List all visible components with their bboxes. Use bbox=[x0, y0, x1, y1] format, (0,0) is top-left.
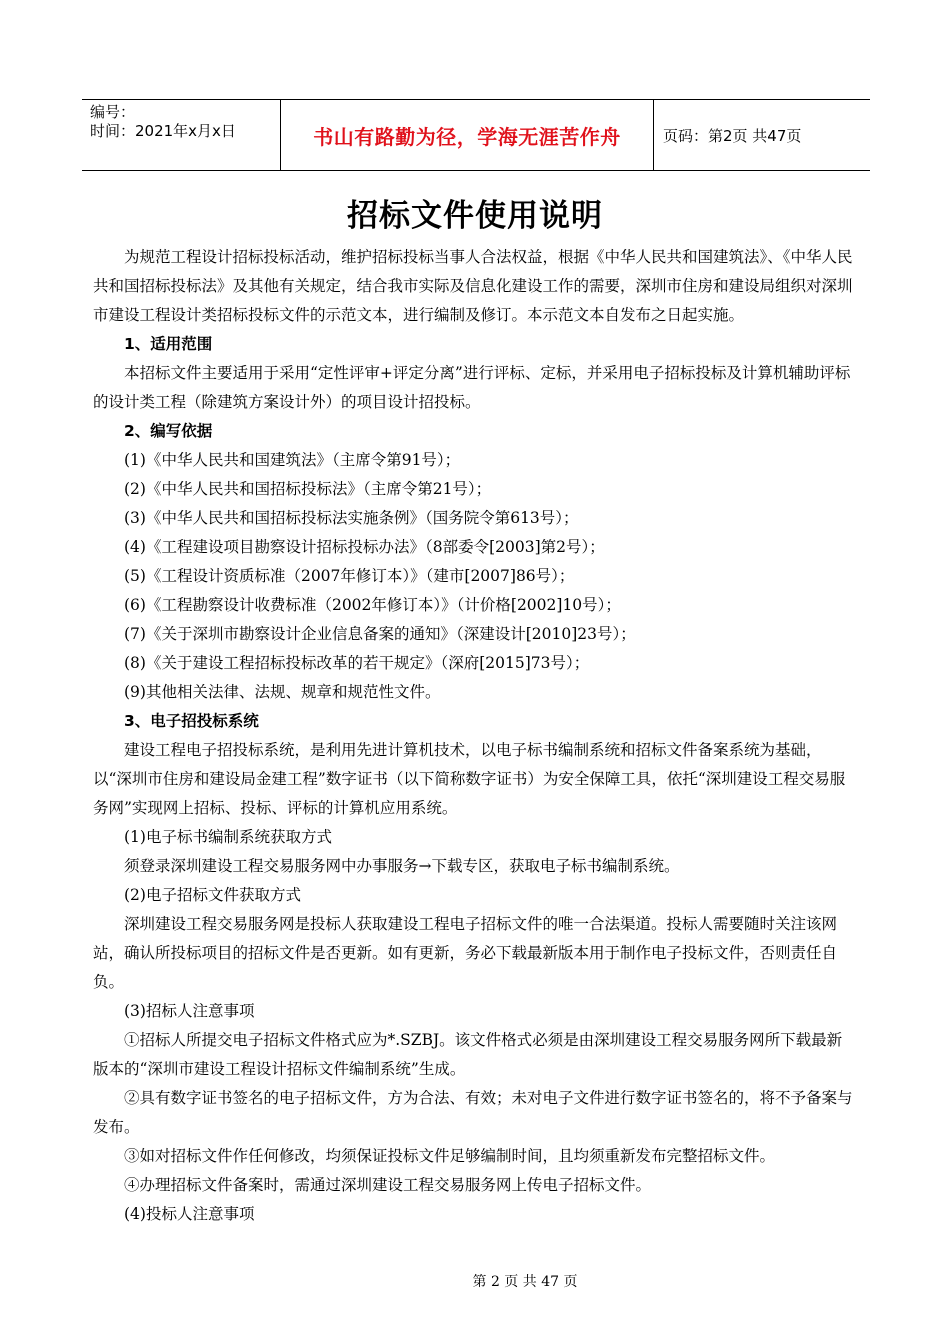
section-3-heading: 3、电子招投标系统 bbox=[124, 712, 259, 730]
section-2-heading: 2、编写依据 bbox=[124, 422, 213, 440]
intro-paragraph: 为规范工程设计招标投标活动，维护招标投标当事人合法权益，根据《中华人民共和国建筑法》、《中华人民共和国招标投标法》及其他有关规定，结合我市实际及信息化建设工作的需要，深圳市住房和建设局组织对深圳市建设工程设计类招标投标文件的示范文本，进行编制及修订。本示范文本自发布之日起实施。 bbox=[93, 248, 853, 324]
list-item: ①招标人所提交电子招标文件格式应为*.SZBJ。该文件格式必须是由深圳建设工程交易服务网所下载最新版本的“深圳市建设工程设计招标文件编制系统”生成。 bbox=[93, 1031, 843, 1078]
list-item: (3)《中华人民共和国招标投标法实施条例》（国务院令第613号）； bbox=[124, 509, 579, 527]
subsection-3-heading: (3)招标人注意事项 bbox=[124, 1002, 255, 1020]
list-item: ④办理招标文件备案时，需通过深圳建设工程交易服务网上传电子招标文件。 bbox=[124, 1176, 652, 1194]
header-motto: 书山有路勤为径，学海无涯苦作舟 bbox=[281, 100, 654, 170]
list-item: (2)《中华人民共和国招标投标法》（主席令第21号）； bbox=[124, 480, 492, 498]
list-item: ③如对招标文件作任何修改，均须保证投标文件足够编制时间，且均须重新发布完整招标文件。 bbox=[124, 1147, 776, 1165]
list-item: (7)《关于深圳市勘察设计企业信息备案的通知》（深建设计[2010]23号）； bbox=[124, 625, 636, 643]
list-item: (6)《工程勘察设计收费标准（2002年修订本）》（计价格[2002]10号）； bbox=[124, 596, 621, 614]
list-item: (4)《工程建设项目勘察设计招标投标办法》（8部委令[2003]第2号）； bbox=[124, 538, 605, 556]
page-footer: 第 2 页 共 47 页 bbox=[472, 1274, 578, 1290]
subsection-2-heading: (2)电子招标文件获取方式 bbox=[124, 886, 301, 904]
document-title: 招标文件使用说明 bbox=[347, 198, 603, 234]
header-meta-cell bbox=[82, 100, 281, 170]
document-body bbox=[93, 243, 857, 1229]
section-1-heading: 1、适用范围 bbox=[124, 335, 213, 353]
subsection-4-heading: (4)投标人注意事项 bbox=[124, 1205, 255, 1223]
subsection-1-heading: (1)电子标书编制系统获取方式 bbox=[124, 828, 332, 846]
subsection-1-body: 须登录深圳建设工程交易服务网中办事服务→下载专区，获取电子标书编制系统。 bbox=[124, 857, 680, 875]
header-page-info: 页码：第2页 共47页 bbox=[663, 126, 802, 145]
header-table bbox=[82, 99, 870, 171]
list-item: (8)《关于建设工程招标投标改革的若干规定》（深府[2015]73号）； bbox=[124, 654, 590, 672]
document-time-label: 时间：2021年x月x日 bbox=[90, 122, 236, 140]
list-item: (1)《中华人民共和国建筑法》（主席令第91号）； bbox=[124, 451, 461, 469]
section-3-body: 建设工程电子招投标系统，是利用先进计算机技术，以电子标书编制系统和招标文件备案系统为基础，以“深圳市住房和建设局金建工程”数字证书（以下简称数字证书）为安全保障工具，依托“深圳建设工程交易服务网”实现网上招标、投标、评标的计算机应用系统。 bbox=[93, 741, 846, 817]
list-item: (9)其他相关法律、法规、规章和规范性文件。 bbox=[124, 683, 441, 701]
document-number-label: 编号： bbox=[90, 103, 136, 121]
list-item: (5)《工程设计资质标准（2007年修订本）》（建市[2007]86号）； bbox=[124, 567, 575, 585]
section-1-body: 本招标文件主要适用于采用“定性评审+评定分离”进行评标、定标，并采用电子招标投标及计算机辅助评标的设计类工程（除建筑方案设计外）的项目设计招投标。 bbox=[93, 364, 851, 411]
subsection-2-body: 深圳建设工程交易服务网是投标人获取建设工程电子招标文件的唯一合法渠道。投标人需要随时关注该网站，确认所投标项目的招标文件是否更新。如有更新，务必下载最新版本用于制作电子投标文件，否则责任自负。 bbox=[93, 915, 838, 991]
list-item: ②具有数字证书签名的电子招标文件，方为合法、有效；未对电子文件进行数字证书签名的，将不予备案与发布。 bbox=[93, 1089, 853, 1136]
